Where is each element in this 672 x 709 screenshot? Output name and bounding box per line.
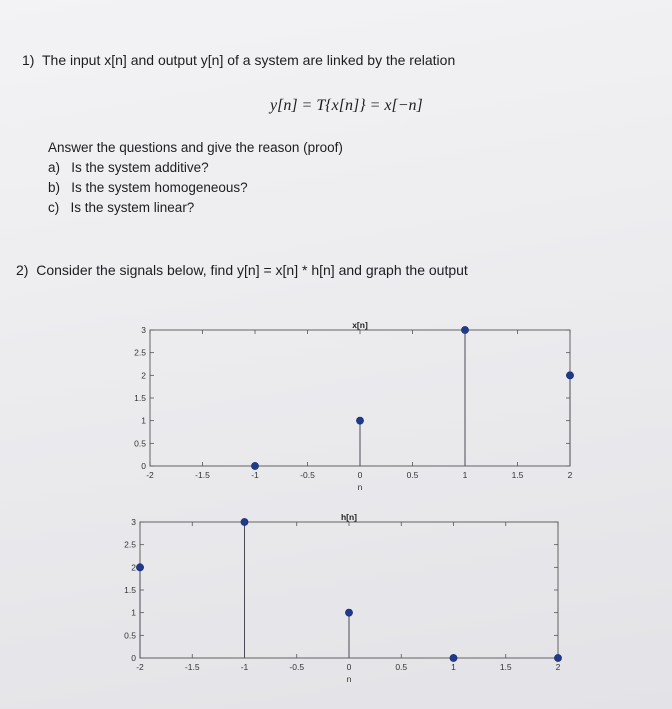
y-tick-label: 1 xyxy=(131,607,136,618)
x-tick-label: -1.5 xyxy=(184,662,200,672)
q2-text: Consider the signals below, find y[n] = x[n] * h[n] and graph the output xyxy=(36,262,468,278)
x-tick-label: 0.5 xyxy=(406,470,419,480)
y-tick-label: 2 xyxy=(141,370,146,381)
plot-title: h[n] xyxy=(340,512,358,522)
y-tick-label: 1 xyxy=(141,415,146,426)
x-tick-label: -2 xyxy=(146,470,154,480)
x-tick-label: 1.5 xyxy=(511,470,524,480)
y-tick-label: 0.5 xyxy=(124,630,136,641)
y-tick-label: 2.5 xyxy=(134,347,146,358)
q1-equation: y[n] = T{x[n]} = x[−n] xyxy=(270,97,423,114)
x-tick-label: -1 xyxy=(251,470,259,480)
y-tick-label: 3 xyxy=(131,517,136,527)
stem-point xyxy=(450,654,457,661)
y-tick-label: 0.5 xyxy=(134,438,146,449)
part-text: Is the system additive? xyxy=(71,160,209,175)
stem-point xyxy=(251,462,258,469)
y-tick-label: 0 xyxy=(131,653,136,663)
part-label: b) xyxy=(48,180,61,195)
part-text: Is the system homogeneous? xyxy=(71,180,248,195)
x-tick-label: -0.5 xyxy=(300,470,315,480)
x-tick-label: -1.5 xyxy=(195,470,210,480)
x-tick-label: 1.5 xyxy=(499,662,512,672)
stem-point xyxy=(356,417,363,424)
y-tick-label: 2 xyxy=(131,562,136,573)
x-tick-label: 1 xyxy=(462,470,468,480)
y-tick-label: 3 xyxy=(141,325,146,335)
stem-point xyxy=(241,518,248,525)
x-tick-label: -1 xyxy=(240,662,249,672)
q1-instruction: Answer the questions and give the reason (proof) xyxy=(48,140,343,155)
y-tick-label: 1.5 xyxy=(124,585,136,595)
x-tick-label: -2 xyxy=(136,662,144,672)
plot-title: x[n] xyxy=(352,320,368,330)
stem-point xyxy=(136,564,143,571)
q1-number: 1) xyxy=(22,52,35,68)
y-tick-label: 0 xyxy=(141,461,146,471)
part-label: a) xyxy=(48,160,61,175)
stem-point xyxy=(554,654,561,661)
x-tick-label: 0 xyxy=(346,662,352,672)
stem-point xyxy=(566,372,573,379)
x-tick-label: 0.5 xyxy=(395,662,408,672)
y-tick-label: 1.5 xyxy=(134,393,146,403)
x-tick-label: 1 xyxy=(451,662,456,672)
x-axis-label: n xyxy=(357,482,363,492)
q1-intro: The input x[n] and output y[n] of a system are linked by the relation xyxy=(41,52,456,68)
y-tick-label: 2.5 xyxy=(124,539,136,550)
part-label: c) xyxy=(48,200,60,215)
x-axis-label: n xyxy=(346,674,352,684)
x-tick-label: 2 xyxy=(567,470,573,480)
q2-number: 2) xyxy=(16,262,29,278)
stem-point xyxy=(461,326,468,333)
part-text: Is the system linear? xyxy=(70,200,195,215)
x-tick-label: 0 xyxy=(357,470,363,480)
stem-point xyxy=(345,609,352,616)
x-tick-label: -0.5 xyxy=(289,662,305,672)
x-tick-label: 2 xyxy=(555,662,561,672)
